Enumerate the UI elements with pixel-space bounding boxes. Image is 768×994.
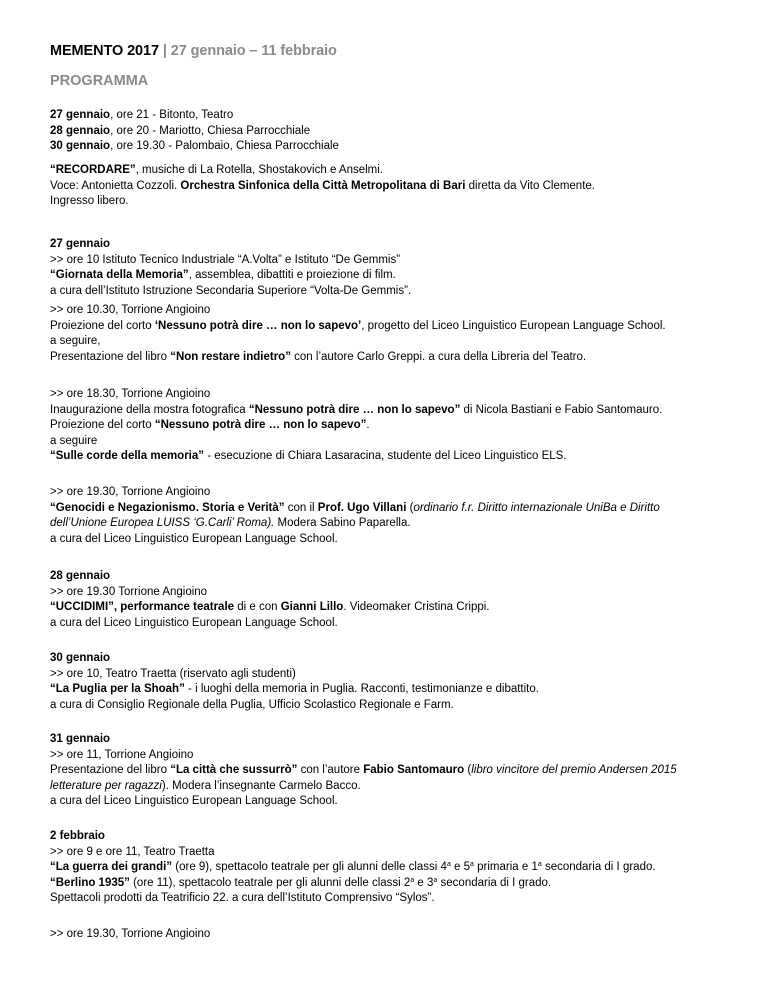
event-27-gennaio-ore-18-30: >> ore 18.30, Torrione Angioino Inaugurazione della mostra fotografica “Nessuno potrà dire … non lo sapevo” di Nicola Bastiani e Fabio Santomauro. Proiezione del corto “Nessuno potrà dire … non lo sapevo”. a seguire “Sulle corde della memoria” - esecuzione di Chiara Lasaracina, studente del Liceo Linguistico ELS. xyxy=(50,388,663,463)
document-title xyxy=(50,43,337,59)
event-28-gennaio: 28 gennaio >> ore 19.30 Torrione Angioino “UCCIDIMI”, performance teatrale di e con Gianni Lillo. Videomaker Cristina Crippi. a cura del Liceo Linguistico European Language School. xyxy=(50,570,490,629)
event-31-gennaio: 31 gennaio >> ore 11, Torrione Angioino Presentazione del libro “La città che sussurrò” con l’autore Fabio Santomauro (libro vincitore del premio Andersen 2015 letterature per ragazzi). Modera l’insegnante Carmelo Bacco. a cura del Liceo Linguistico European Language School. xyxy=(50,733,677,808)
event-27-gennaio-ore-19-30: >> ore 19.30, Torrione Angioino “Genocidi e Negazionismo. Storia e Verità” con il Prof. Ugo Villani (ordinario f.r. Diritto internazionale UniBa e Diritto dell’Unione Europea LUISS ‘G.Carli’ Roma). Modera Sabino Paparella. a cura del Liceo Linguistico European Language School. xyxy=(50,486,660,545)
event-day: 27 gennaio xyxy=(50,238,111,250)
title-dates: 27 gennaio – 11 febbraio xyxy=(170,43,337,59)
event-30-gennaio: 30 gennaio >> ore 10, Teatro Traetta (riservato agli studenti) “La Puglia per la Shoah” - i luoghi della memoria in Puglia. Racconti, testimonianze e dibattito. a cura di Consiglio Regionale della Puglia, Ufficio Scolastico Regionale e Farm. xyxy=(50,652,539,711)
event-day: 28 gennaio xyxy=(50,570,111,582)
event-day: 2 febbraio xyxy=(50,830,105,842)
date-line: 30 gennaio, ore 19.30 - Palombaio, Chiesa Parrocchiale xyxy=(50,140,339,153)
section-heading: PROGRAMMA xyxy=(50,73,149,89)
title-main: MEMENTO 2017 xyxy=(50,43,159,59)
opening-dates xyxy=(50,108,740,155)
event-day: 31 gennaio xyxy=(50,733,111,745)
date-line: 28 gennaio, ore 20 - Mariotto, Chiesa Parrocchiale xyxy=(50,124,311,137)
event-2-febbraio-ore-19-30: >> ore 19.30, Torrione Angioino xyxy=(50,928,211,940)
event-day: 30 gennaio xyxy=(50,652,111,664)
opening-concert: “RECORDARE”, musiche di La Rotella, Shostakovich e Anselmi. Voce: Antonietta Cozzoli. Orchestra Sinfonica della Città Metropolitana di Bari diretta da Vito Clemente. Ingresso libero. xyxy=(50,164,595,208)
event-27-gennaio-ore-10: 27 gennaio >> ore 10 Istituto Tecnico Industriale “A.Volta” e Istituto “De Gemmis” “Giornata della Memoria”, assemblea, dibattiti e proiezione di film. a cura dell’Istituto Istruzione Secondaria Superiore “Volta-De Gemmis”. xyxy=(50,238,412,297)
title-separator: | xyxy=(158,43,171,59)
event-2-febbraio: 2 febbraio >> ore 9 e ore 11, Teatro Traetta “La guerra dei grandi” (ore 9), spettacolo teatrale per gli alunni delle classi 4$^a$ e 5$^a$ primaria e 1$^a$ secondaria di I grado. “Berlino 1935” (ore 11), spettacolo teatrale per gli alunni delle classi 2$^a$ e 3$^a$ secondaria di I grado. Spettacoli prodotti da Teatrificio 22. a cura dell’Istituto Comprensivo “Sylos”. xyxy=(50,830,656,905)
event-27-gennaio-ore-10-30: >> ore 10.30, Torrione Angioino Proiezione del corto ‘Nessuno potrà dire … non lo sapevo’, progetto del Liceo Linguistico European Language School. a seguire, Presentazione del libro “Non restare indietro” con l’autore Carlo Greppi. a cura della Libreria del Teatro. xyxy=(50,304,666,363)
date-line: 27 gennaio, ore 21 - Bitonto, Teatro xyxy=(50,109,234,121)
